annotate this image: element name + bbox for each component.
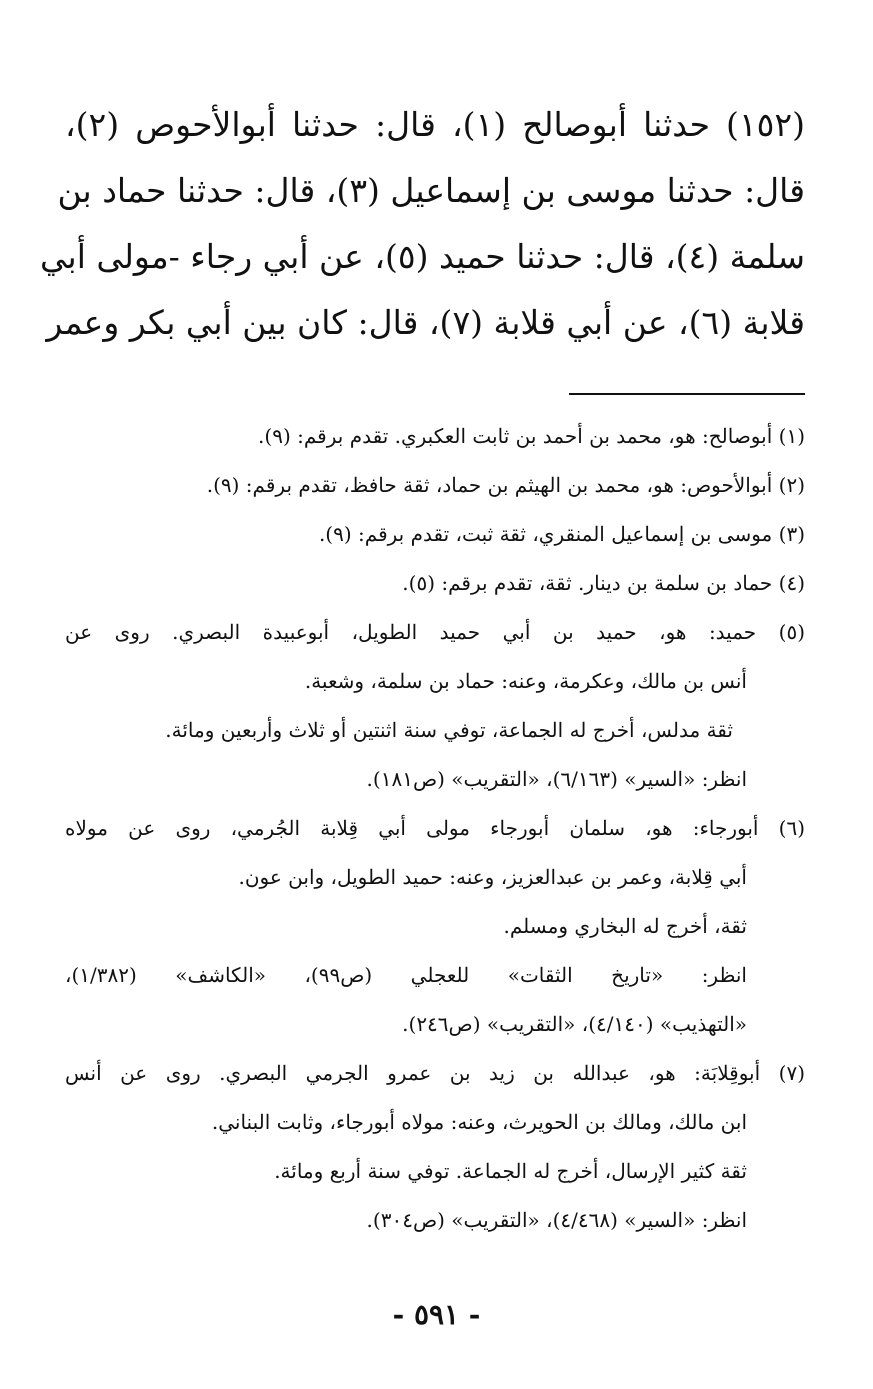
footnote-4: (٤) حماد بن سلمة بن دينار. ثقة، تقدم برقم: (٥). (402, 571, 805, 595)
footnote-6-line-4: انظر: «تاريخ الثقات» للعجلي (ص٩٩)، «الكاشف» (١/٣٨٢)، (65, 963, 747, 987)
footnote-6-line-2: أبي قِلابة، وعمر بن عبدالعزيز، وعنه: حميد الطويل، وابن عون. (238, 865, 747, 889)
footnote-6-line-5: «التهذيب» (٤/١٤٠)، «التقريب» (ص٢٤٦). (402, 1012, 747, 1036)
hadith-line-1: (١٥٢) حدثنا أبوصالح (١)، قال: حدثنا أبوالأحوص (٢)، (65, 105, 805, 144)
footnotes (65, 412, 805, 1245)
hadith-text (40, 92, 805, 356)
footnote-7-line-3: ثقة كثير الإرسال، أخرج له الجماعة. توفي سنة أربع ومائة. (274, 1159, 747, 1183)
footnote-5-line-4: انظر: «السير» (٦/١٦٣)، «التقريب» (ص١٨١). (366, 767, 747, 791)
footnote-3: (٣) موسى بن إسماعيل المنقري، ثقة ثبت، تقدم برقم: (٩). (318, 522, 805, 546)
footnote-5-line-3: ثقة مدلس، أخرج له الجماعة، توفي سنة اثنتين أو ثلاث وأربعين ومائة. (165, 718, 733, 742)
footnote-7-line-2: ابن مالك، ومالك بن الحويرث، وعنه: مولاه أبورجاء، وثابت البناني. (211, 1110, 747, 1134)
footnote-5-line-1: (٥) حميد: هو، حميد بن أبي حميد الطويل، أبوعبيدة البصري. روى عن (65, 620, 805, 644)
footnote-1: (١) أبوصالح: هو، محمد بن أحمد بن ثابت العكبري. تقدم برقم: (٩). (258, 424, 805, 448)
hadith-line-3: سلمة (٤)، قال: حدثنا حميد (٥)، عن أبي رجاء -مولى أبي (40, 237, 805, 276)
footnote-6-line-3: ثقة، أخرج له البخاري ومسلم. (503, 914, 747, 938)
hadith-line-4: قلابة (٦)، عن أبي قلابة (٧)، قال: كان بين أبي بكر وعمر (46, 303, 805, 342)
footnote-6-line-1: (٦) أبورجاء: هو، سلمان أبورجاء مولى أبي قِلابة الجُرمي، روى عن مولاه (65, 816, 805, 840)
page-number: - ٥٩١ - (392, 1298, 481, 1331)
footnote-divider (569, 393, 805, 395)
footnote-2: (٢) أبوالأحوص: هو، محمد بن الهيثم بن حماد، ثقة حافظ، تقدم برقم: (٩). (206, 473, 805, 497)
footnote-5-line-2: أنس بن مالك، وعكرمة، وعنه: حماد بن سلمة، وشعبة. (304, 669, 747, 693)
footnote-7-line-1: (٧) أبوقِلابَة: هو، عبدالله بن زيد بن عمرو الجرمي البصري. روى عن أنس (65, 1061, 805, 1085)
footnote-7-line-4: انظر: «السير» (٤/٤٦٨)، «التقريب» (ص٣٠٤). (366, 1208, 747, 1232)
hadith-line-2: قال: حدثنا موسى بن إسماعيل (٣)، قال: حدثنا حماد بن (57, 171, 805, 210)
